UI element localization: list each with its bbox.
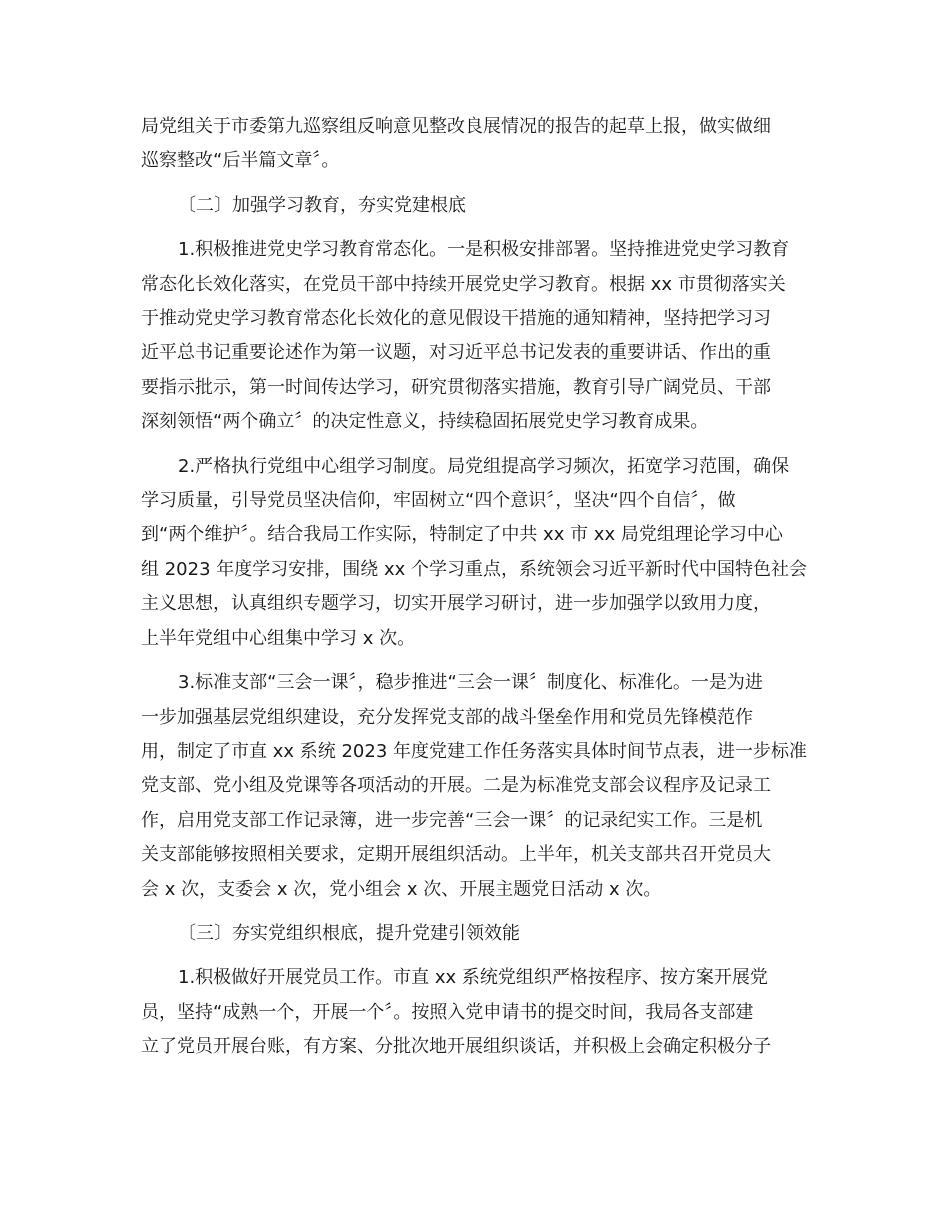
text-line: 2.严格执行党组中心组学习制度。局党组提高学习频次，拓宽学习范围，确保 [178,455,790,477]
section-heading-2 [141,189,811,223]
text-line: 巡察整改“后半篇文章〞。 [141,150,340,172]
text-line: 常态化长效化落实，在党员干部中持续开展党史学习教育。根据 xx 市贯彻落实关 [141,273,786,295]
section-heading-3 [141,917,811,951]
text-line: 会 x 次，支委会 x 次，党小组会 x 次、开展主题党日活动 x 次。 [141,878,662,900]
text-line: 局党组关于市委第九巡察组反响意见整改良展情况的报告的起草上报，做实做细 [141,116,771,137]
text-line: 于推动党史学习教育常态化长效化的意见假设干措施的通知精神，坚持把学习习 [141,308,771,330]
text-line: 上半年党组中心组集中学习 x 次。 [141,627,416,649]
text-line: 一步加强基层党组织建设，充分发挥党支部的战斗堡垒作用和党员先锋模范作 [141,706,753,728]
paragraph-item-3 [141,666,811,907]
text-line: 组 2023 年度学习安排，围绕 xx 个学习重点，系统领会习近平新时代中国特色社会 [141,558,807,580]
text-line: 近平总书记重要论述作为第一议题，对习近平总书记发表的重要讲话、作出的重 [141,342,771,364]
text-line: 立了党员开展台账，有方案、分批次地开展组织谈话，并积极上会确定积极分子 [141,1036,771,1058]
text-line: 党支部、党小组及党课等各项活动的开展。二是为标准党支部会议程序及记录工 [141,775,771,797]
text-line: 作，启用党支部工作记录簿，进一步完善“三会一课〞的记录纪实工作。三是机 [141,809,763,831]
text-line: 员，坚持“成熟一个，开展一个〞。按照入党申请书的提交时间，我局各支部建 [141,1001,754,1023]
text-line: 要指示批示，第一时间传达学习，研究贯彻落实措施，教育引导广阔党员、干部 [141,376,771,398]
text-line: 主义思想，认真组织专题学习，切实开展学习研讨，进一步加强学以致用力度， [141,593,771,615]
paragraph-item-1 [141,233,811,439]
text-line: 到“两个维护〞。结合我局工作实际，特制定了中共 xx 市 xx 局党组理论学习中心 [141,524,783,546]
heading-text: 〔二〕加强学习教育，夯实党建根底 [178,194,466,216]
heading-text: 〔三〕夯实党组织根底，提升党建引领效能 [178,922,520,944]
text-line: 关支部能够按照相关要求，定期开展组织活动。上半年，机关支部共召开党员大 [141,844,771,866]
paragraph-item-2 [141,450,811,656]
text-line: 1.积极做好开展党员工作。市直 xx 系统党组织严格按程序、按方案开展党 [178,967,768,989]
text-line: 深刻领悟“两个确立〞的决定性意义，持续稳固拓展党史学习教育成果。 [141,411,709,433]
paragraph-item-1-section-3 [141,961,811,1064]
text-line: 3.标准支部“三会一课〞，稳步推进“三会一课〞制度化、标准化。一是为进 [178,672,763,694]
text-line: 用，制定了市直 xx 系统 2023 年度党建工作任务落实具体时间节点表，进一步标准 [141,740,807,762]
document-body [141,110,811,1075]
paragraph-continuation [141,110,811,179]
text-line: 1.积极推进党史学习教育常态化。一是积极安排部署。坚持推进党史学习教育 [178,239,790,261]
text-line: 学习质量，引导党员坚决信仰，牢固树立“四个意识〞，坚决“四个自信〞，做 [141,490,736,512]
